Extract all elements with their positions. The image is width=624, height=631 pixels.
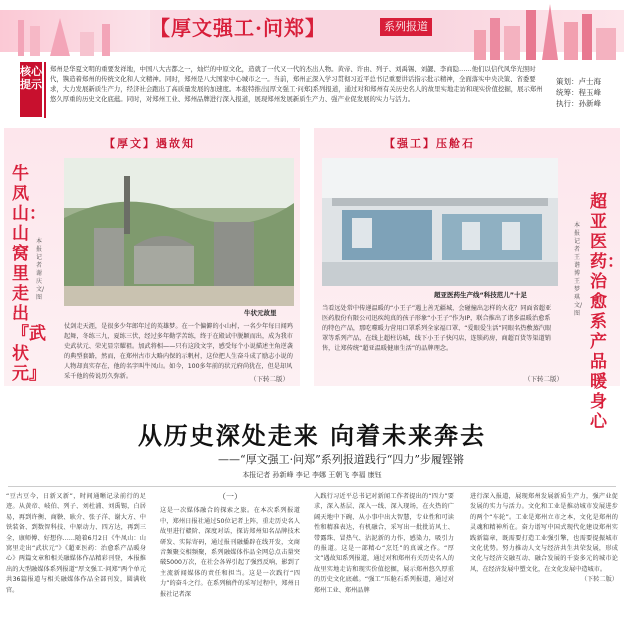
- left-feature-panel: [4, 128, 300, 386]
- right-panel-tag: 【强工】压舱石: [384, 137, 475, 150]
- divider: [44, 62, 46, 118]
- article-column-4: [470, 492, 618, 586]
- main-subhead: ——“厚文强工·问郑”系列报道践行“四力”步履铿锵: [218, 453, 464, 466]
- right-feature-photo: [322, 158, 558, 286]
- divider: [8, 486, 616, 487]
- core-intro-text: 郑州是华夏文明的重要发祥地，中国八大古都之一，灿烂的中原文化，造就了一代又一代的杰出人物。黄帝、许由、列子、刘禹锡、刘勰、李商隐……他们以信代风华光照时代，镌造着郑州的传统文化和人文精神。同时，郑州是八大国家中心城市之一。当前，郑州正深入学习贯彻习近平总书记重要讲话指示批示精神，全面落实中央决策、省委要求，大力发展新质生产力，经济社会跑出了高质量发展的加速度。本报特推出[厚文强工·问郑]系列报道，通过对和郑州有关历史名人的故里实地走访和现实价值挖掘，展示郑州悠久厚重的历史文化底蕴。同时，对郑州工业、郑州品牌进行深入报道，展现郑州发展新质生产力、强产业促发展的实力与活力。: [50, 65, 543, 103]
- credits: [556, 76, 620, 109]
- article-column-2-text: 这是一次媒体融合的探索之旅。在本次系列报道中，郑州日报社通过50位记者上阵，重走历史名人故里进行赣阶、深度对话，探访郑州知名品牌技术研发、实际寄码，通过报刊融播辟在线开发，文商音频聚交相频聚，系列融媒体作品全网总点击量突破5000万次，在社会各界引起了强烈反响，影到了主流新闻媒体的责任和担当。这是一次践行“四力”的奋斗之行。在系列稿件的采写过程中，郑州日报社记者深: [160, 507, 300, 598]
- left-panel-tag: 【厚文】遇故知: [104, 137, 195, 150]
- article-column-1: “豆古豆今，日新又新”，时间通晰记录前行的足迹。从黄帝、岐伯、列子、刘杜浦、刘禹锡，白居易，再到许衡、商鞅、耿介、张子洋、谢大方、中铁装备、到数智科技、中原动力、四方达，再到三全，康师傅、好想你……随着6月2日《牛凤山：山窝里走出“武状元”》《超亚医药：治愈系产品暖身心》两篇文章和相关融媒体作品精彩刊登，本报推出的大型融媒体系列报道“厚文强工·问郑”两个单元共36篇报道与相关融媒体作品全部刊发，圆满收官。: [6, 493, 146, 594]
- core-intro-label: 核心提示: [20, 62, 42, 117]
- main-headline: 从历史深处走来 向着未来奔去: [137, 421, 487, 450]
- series-tag: 系列报道: [380, 18, 432, 36]
- credit-planner: 策划：卢士海: [556, 77, 601, 86]
- right-photo-caption: 超亚医药生产线“科技范儿”十足: [434, 291, 528, 299]
- credit-executor: 执行：孙新峰: [556, 99, 601, 108]
- masthead: [0, 0, 624, 62]
- left-feature-byline: 本报记者 谢庆 文/图: [36, 238, 45, 301]
- left-photo-caption: 牛状元故里: [244, 309, 277, 317]
- section-number: （一）: [218, 492, 242, 501]
- article-continued: （下转二版）: [580, 576, 618, 584]
- section-title: 【厚文强工·问郑】: [150, 16, 326, 40]
- left-feature-text: 仗剑走天涯，是很多少年郎年过的英雄梦。在一个偏僻的小山村，一名少年每日闻鸡起舞，冬练三九，夏练三伏，经过多年勤学苦练，终于在殿试中脱颖而出，成为我市史武状元、荣光显宗耀祖。加武将相——只有这段文字，感受每个小说描述主角逆袭的典型套路，然而，在郑州古市大略内保的示帆村，这位把人生奋斗成了励志小说的人物却真实存在，他的名字叫牛凤山。如今，100多年前的状元府尚犹在，但是却风采千他的传说历久弥新。: [64, 323, 293, 380]
- skyline-icon: [470, 0, 624, 62]
- landmark-illustration: [10, 6, 130, 56]
- right-feature-panel: [314, 128, 624, 432]
- credit-coordinator: 统筹：程玉峰: [556, 88, 601, 97]
- main-reporters: 本报记者 孙新峰 李记 李娜 王朝飞 李福 康钰: [242, 471, 382, 479]
- right-feature-byline: 本报记者 王谐博 王梦琪 文/图: [574, 222, 583, 317]
- left-feature-title: 牛凤山：山窝里走出『武状元』: [12, 164, 46, 384]
- article-column-2: [160, 492, 300, 600]
- right-continued: （下转二版）: [524, 375, 563, 383]
- article-column-3: 入践行习近平总书记对新闻工作者提出的“四力”要求，深入基层、深入一线、深入现场，在火热的广阔天地中下碗、从小事中出大智慧，专业性和可读性和精准表达，有机融合，采写出一批批访风土、带露珠、冒热气、沾泥新的力作，感染力，吸引力的报道。这是一部精心“烹饪”的真诚之作。“厚文”遇故知系列报道，通过对和郑州有关历史名人的故里实地走访和现实价值挖掘，展示郑州悠久厚重的历史文化底蕴。“强工”压舱石系列报道，通过对郑州工业、郑州品牌: [314, 493, 454, 594]
- article-column-4-text: 进行深入报道，展现郑州发展新质生产力，强产业促发展的实力与活力。文化和工业是推动城市发展进步的两个“车轮”。工业是郑州立市之本，文化是郑州的灵魂和精神所在。奋力谱写中国式现代化建设郑州实践新篇章，既需要打造工业强引擎，也需要提振城市文化优势。努力推动人文与经济共生共荣发展，形成文化与经济交融互动、融合发展的千姿多元的城市论风，在经济发展中塑文化，在文化发展中造城市。: [470, 493, 618, 573]
- left-continued: （下转二版）: [250, 375, 289, 383]
- left-feature-photo: [64, 158, 294, 306]
- right-feature-title: 超亚医药：治愈系产品暖身心: [590, 192, 624, 432]
- right-feature-text: 当看远处常中传递温暖的“小王子”遇上善无疆城，会碰撞出怎样的火花？同面省超亚医药股份有限公司迅疾纯真的孩子形象“小王子”作为IP，联合推出了诸多温暖治愈系的特色产品，那吃噬暖力营用口罩系列全家福口罩、“爱眼爱生活”同眼名热敷蒸汽眼罩等系列产品，在线上超柱访城，线下小王子快闪店，连锁药房，商超百货等渠道销售，让郑传统“超亚温暖健康生活”的品牌理念。: [322, 305, 552, 352]
